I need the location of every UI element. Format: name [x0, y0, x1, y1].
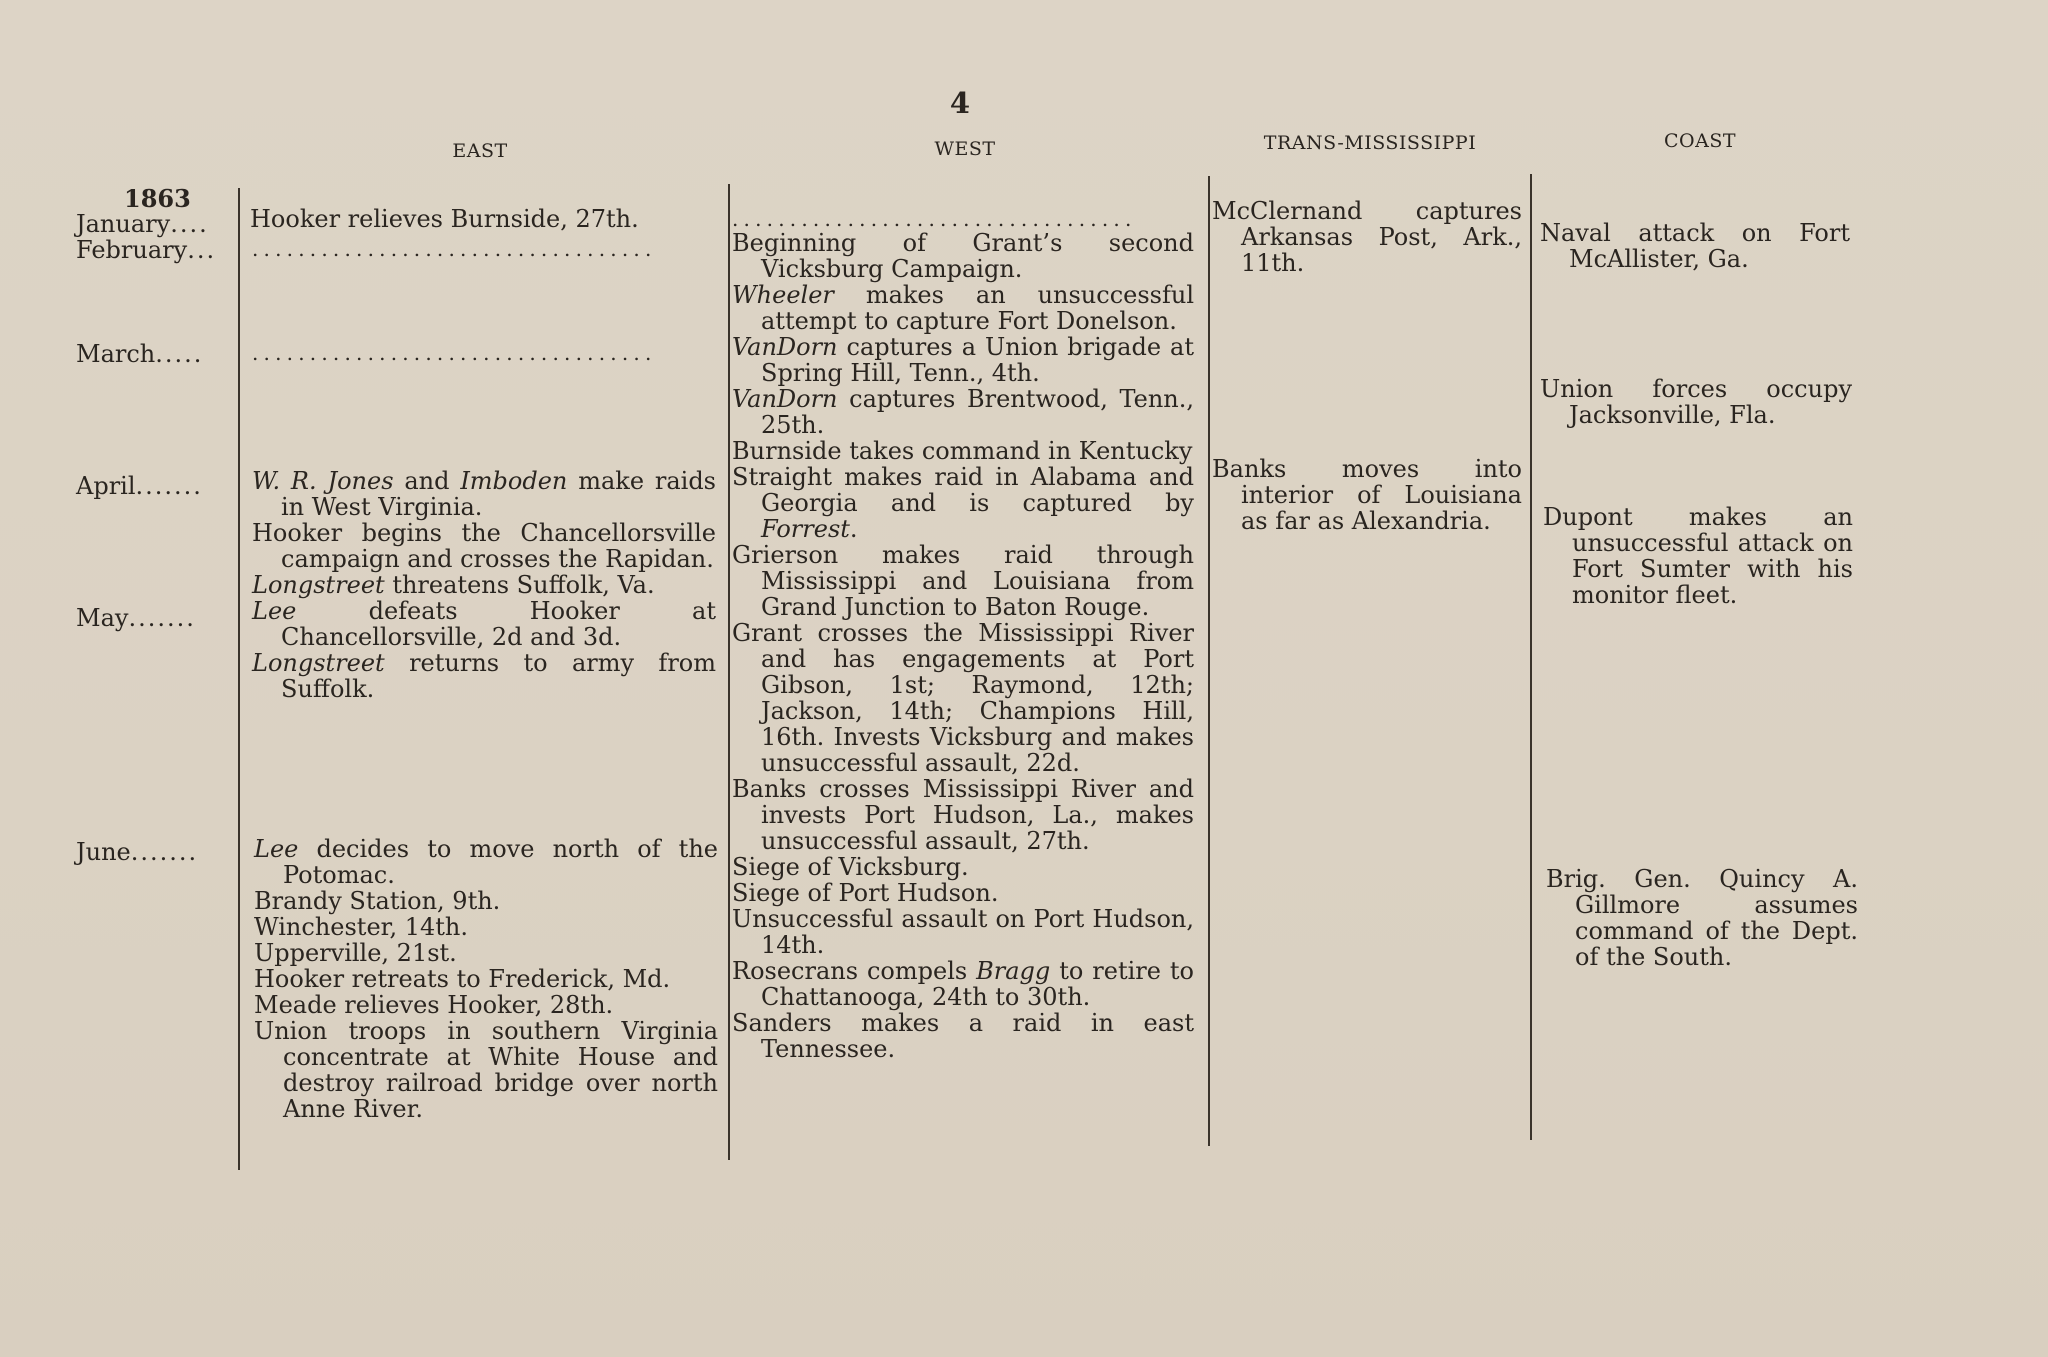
leader-dots: .......	[130, 838, 199, 866]
person-name: Lee	[254, 835, 299, 863]
person-name: Imboden	[460, 467, 568, 495]
west-january-empty: ...................................	[732, 207, 1137, 231]
entry-text: Rosecrans compels	[732, 957, 977, 985]
column-header-trans-mississippi: TRANS-MISSISSIPPI	[1263, 132, 1477, 154]
event-entry: Union troops in southern Virginia concentrate at White House and destroy railroad bridge over north Anne River.	[254, 1017, 718, 1123]
leader-dots: .......	[128, 604, 196, 632]
person-name: Wheeler	[732, 281, 834, 309]
event-entry: Grant crosses the Mississippi River and has engagements at Port Gibson, 1st; Raymond, 12th; Jackson, 14th; Champions Hill, 16th. Invests Vicksburg and makes unsuccessful assault, 22d.	[732, 619, 1194, 777]
month-label: January	[76, 210, 171, 238]
leader-dots: .......	[135, 472, 203, 500]
event-entry	[252, 650, 716, 702]
column-divider	[1530, 174, 1532, 1140]
year-label: 1863	[124, 184, 191, 213]
event-entry: Siege of Port Hudson.	[732, 879, 999, 907]
event-entry	[732, 334, 1194, 386]
month-label: May	[76, 604, 129, 632]
entry-text: returns to army from Suffolk.	[281, 649, 716, 703]
entry-text: defeats Hooker at Chancellorsville, 2d and 3d.	[281, 597, 716, 651]
entry-text: threatens Suffolk, Va.	[384, 571, 655, 599]
person-name: VanDorn	[732, 333, 838, 361]
month-label: March	[76, 340, 156, 368]
month-january	[76, 210, 209, 238]
event-entry: Beginning of Grant’s second Vicksburg Campaign.	[732, 229, 1194, 283]
coast-june	[1546, 866, 1858, 970]
event-entry	[732, 464, 1194, 542]
entry-text: .	[849, 515, 858, 543]
month-label: June	[76, 838, 131, 866]
column-divider	[238, 188, 240, 1170]
event-entry: Sanders makes a raid in east Tennessee.	[732, 1009, 1194, 1063]
person-name: W. R. Jones	[252, 467, 394, 495]
event-entry: Siege of Vicksburg.	[732, 853, 969, 881]
event-entry: Winchester, 14th.	[254, 913, 469, 941]
entry-text: makes an unsuccessful attempt to capture Fort Donelson.	[761, 281, 1194, 335]
page-number: 4	[949, 86, 971, 120]
month-label: April	[76, 472, 136, 500]
event-entry	[252, 572, 716, 598]
event-entry	[732, 386, 1194, 438]
column-header-east: EAST	[452, 140, 508, 162]
event-entry: Grierson makes raid through Mississippi and Louisiana from Grand Junction to Baton Rouge.	[732, 541, 1194, 621]
month-label: February	[76, 236, 188, 264]
event-entry: Hooker relieves Burnside, 27th.	[250, 205, 639, 233]
east-june	[254, 836, 718, 1122]
month-may	[76, 604, 196, 632]
event-entry: Dupont makes an unsuccessful attack on Fort Sumter with his monitor fleet.	[1543, 503, 1853, 609]
event-entry: Brandy Station, 9th.	[254, 887, 501, 915]
trans-mississippi-april	[1212, 456, 1522, 534]
column-header-west: WEST	[934, 138, 996, 160]
person-name: VanDorn	[732, 385, 838, 413]
entry-text: decides to move north of the Potomac.	[283, 835, 718, 889]
entry-text: make raids in West Virginia.	[281, 467, 716, 521]
column-divider	[1208, 176, 1210, 1146]
event-entry: Burnside takes command in Kentucky	[732, 437, 1193, 465]
person-name: Longstreet	[252, 571, 385, 599]
leader-dots: .....	[155, 340, 204, 368]
west-entries	[732, 230, 1194, 1062]
leader-dots: ...	[187, 236, 217, 264]
event-entry	[252, 598, 716, 650]
column-header-coast: COAST	[1663, 130, 1737, 152]
event-entry: Union forces occupy Jacksonville, Fla.	[1540, 375, 1852, 429]
entry-text: and	[393, 467, 461, 495]
month-march	[76, 340, 203, 368]
month-april	[76, 472, 203, 500]
column-divider	[728, 184, 730, 1160]
coast-march	[1540, 376, 1852, 428]
entry-text: Straight makes raid in Alabama and Georgia and is captured by	[732, 463, 1194, 517]
event-entry: McClernand captures Arkansas Post, Ark., 11th.	[1212, 197, 1522, 277]
event-entry: Naval attack on Fort McAllister, Ga.	[1540, 219, 1850, 273]
trans-mississippi-january	[1212, 198, 1522, 276]
month-june	[76, 838, 198, 866]
event-entry: Meade relieves Hooker, 28th.	[254, 991, 614, 1019]
east-january	[250, 206, 716, 232]
person-name: Longstreet	[252, 649, 385, 677]
person-name: Lee	[252, 597, 297, 625]
leader-dots: ....	[170, 210, 209, 238]
event-entry: Unsuccessful assault on Port Hudson, 14th.	[732, 905, 1194, 959]
event-entry	[732, 282, 1194, 334]
person-name: Forrest	[761, 515, 850, 543]
east-february-empty: ...................................	[252, 237, 657, 261]
east-april-may	[252, 468, 716, 702]
coast-april	[1543, 504, 1853, 608]
entry-text: captures a Union brigade at Spring Hill, Tenn., 4th.	[761, 333, 1194, 387]
event-entry: Banks moves into interior of Louisiana as far as Alexandria.	[1212, 455, 1522, 535]
person-name: Bragg	[976, 957, 1051, 985]
event-entry	[254, 836, 718, 888]
event-entry: Banks crosses Mississippi River and invests Port Hudson, La., makes unsuccessful assault, 27th.	[732, 775, 1194, 855]
event-entry: Hooker begins the Chancellorsville campaign and crosses the Rapidan.	[252, 519, 716, 573]
month-february	[76, 236, 216, 264]
east-march-empty: ...................................	[252, 341, 657, 365]
event-entry: Upperville, 21st.	[254, 939, 457, 967]
entry-text: to retire to Chattanooga, 24th to 30th.	[761, 957, 1194, 1011]
event-entry: Brig. Gen. Quincy A. Gillmore assumes command of the Dept. of the South.	[1546, 865, 1858, 971]
entry-text: captures Brentwood, Tenn., 25th.	[761, 385, 1194, 439]
event-entry	[732, 958, 1194, 1010]
event-entry: Hooker retreats to Frederick, Md.	[254, 965, 671, 993]
event-entry	[252, 468, 716, 520]
coast-february	[1540, 220, 1850, 272]
